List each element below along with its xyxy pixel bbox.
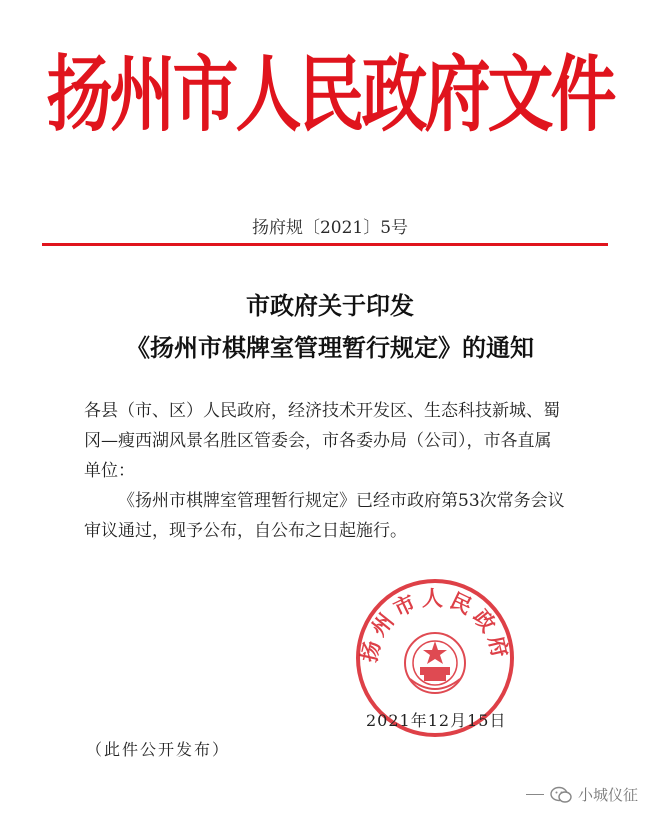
- seal-text: 扬州市人民政府: [356, 585, 514, 665]
- issue-date: 2021年12月15日: [366, 711, 507, 730]
- masthead: 扬州市人民政府文件: [46, 45, 614, 143]
- paragraph-line-1: 《扬州市棋牌室管理暂行规定》已经市政府第53次常务会议: [118, 491, 565, 511]
- watermark: [526, 784, 638, 805]
- watermark-dash: [526, 794, 544, 795]
- publish-note: （此件公开发布）: [86, 740, 231, 759]
- title-line-1: 市政府关于印发: [246, 291, 414, 320]
- notice-body: [84, 396, 616, 546]
- notice-title: [0, 285, 660, 369]
- recipients-line-3: 单位：: [84, 461, 135, 481]
- recipients-line-2: 冈—瘦西湖风景名胜区管委会，市各委办局（公司），市各直属: [84, 431, 552, 451]
- title-line-2: 《扬州市棋牌室管理暂行规定》的通知: [126, 333, 534, 362]
- paragraph-line-2: 审议通过，现予公布，自公布之日起施行。: [84, 521, 407, 541]
- wechat-icon: [550, 786, 572, 804]
- red-divider-line: [42, 243, 608, 246]
- watermark-text: 小城仪征: [577, 786, 638, 804]
- recipients-line-1: 各县（市、区）人民政府，经济技术开发区、生态科技新城、蜀: [84, 401, 560, 421]
- document-number: 扬府规〔2021〕5号: [251, 218, 409, 238]
- national-emblem-icon: [405, 633, 465, 693]
